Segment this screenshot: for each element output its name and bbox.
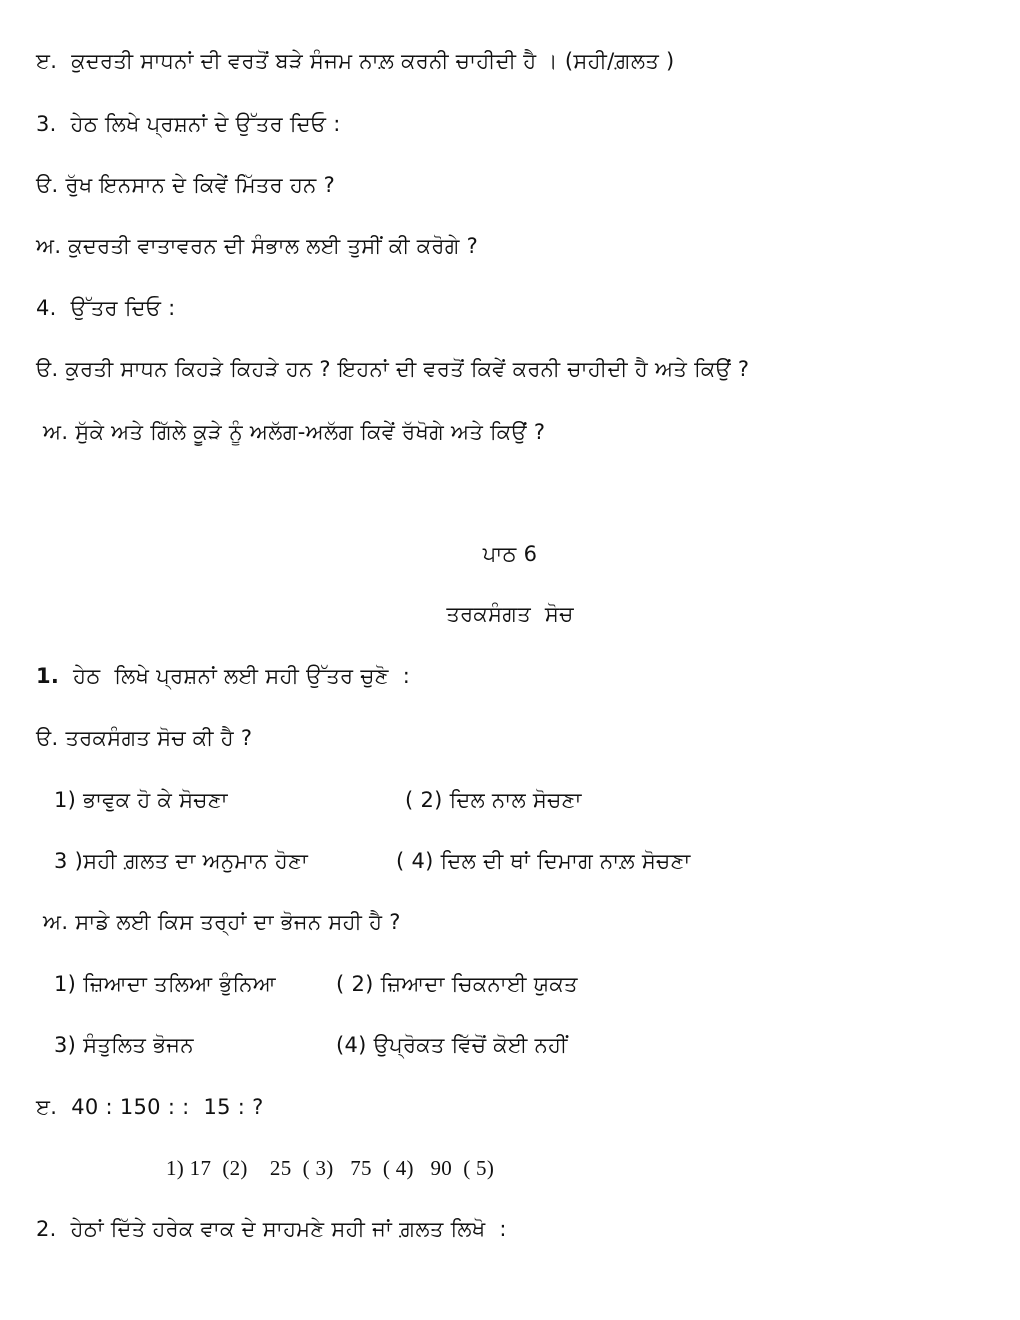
section-1-number: 1.: [36, 664, 60, 688]
question-1b-option-4: (4) ਉਪ੍ਰੋਕਤ ਵਿੱਚੋਂ ਕੋਈ ਨਹੀਂ: [336, 1033, 568, 1057]
question-4a: ੳ. ਕੁਰਤੀ ਸਾਧਨ ਕਿਹੜੇ ਕਿਹੜੇ ਹਨ ? ਇਹਨਾਂ ਦੀ ਵਰਤੋਂ ਕਿਵੇਂ ਕਰਨੀ ਚਾਹੀਦੀ ਹੈ ਅਤੇ ਕਿਉਂ ?: [36, 357, 750, 381]
question-1a: ੳ. ਤਰਕਸੰਗਤ ਸੋਚ ਕੀ ਹੈ ?: [36, 726, 253, 750]
section-1-heading: [36, 662, 410, 690]
question-1a-option-4: ( 4) ਦਿਲ ਦੀ ਥਾਂ ਦਿਮਾਗ ਨਾਲ਼ ਸੋਚਣਾ: [396, 849, 691, 873]
lesson-number: ਪਾਠ 6: [482, 542, 538, 566]
statement-e-true-false: ੲ. ਕੁਦਰਤੀ ਸਾਧਨਾਂ ਦੀ ਵਰਤੋਂ ਬੜੇ ਸੰਜਮ ਨਾਲ਼ ਕਰਨੀ ਚਾਹੀਦੀ ਹੈ । (ਸਹੀ/ਗ਼ਲਤ ): [36, 49, 675, 73]
question-3b: ਅ. ਕੁਦਰਤੀ ਵਾਤਾਵਰਨ ਦੀ ਸੰਭਾਲ ਲਈ ਤੁਸੀਂ ਕੀ ਕਰੋਗੇ ?: [36, 234, 479, 258]
question-3-heading: 3. ਹੇਠ ਲਿਖੇ ਪ੍ਰਸ਼ਨਾਂ ਦੇ ਉੱਤਰ ਦਿਓ :: [36, 112, 341, 136]
question-4-heading: 4. ਉੱਤਰ ਦਿਓ :: [36, 296, 176, 320]
lesson-title: ਤਰਕਸੰਗਤ ਸੋਚ: [446, 602, 574, 626]
question-1b-option-3: 3) ਸੰਤੁਲਿਤ ਭੋਜਨ: [54, 1033, 194, 1057]
question-4b: ਅ. ਸੁੱਕੇ ਅਤੇ ਗਿੱਲੇ ਕੂੜੇ ਨੂੰ ਅਲੱਗ-ਅਲੱਗ ਕਿਵੇਂ ਰੱਖੋਗੇ ਅਤੇ ਕਿਉਂ ?: [36, 420, 546, 444]
question-1b: ਅ. ਸਾਡੇ ਲਈ ਕਿਸ ਤਰ੍ਹਾਂ ਦਾ ਭੋਜਨ ਸਹੀ ਹੈ ?: [36, 910, 401, 934]
question-1b-option-2: ( 2) ਜ਼ਿਆਦਾ ਚਿਕਨਾਈ ਯੁਕਤ: [336, 972, 578, 996]
section-2-heading: 2. ਹੇਠਾਂ ਦਿੱਤੇ ਹਰੇਕ ਵਾਕ ਦੇ ਸਾਹਮਣੇ ਸਹੀ ਜਾਂ ਗ਼ਲਤ ਲਿਖੋ :: [36, 1217, 507, 1241]
question-1a-option-3: 3 )ਸਹੀ ਗ਼ਲਤ ਦਾ ਅਨੁਮਾਨ ਹੋਣਾ: [54, 849, 309, 873]
question-1b-option-1: 1) ਜ਼ਿਆਦਾ ਤਲਿਆ ਭੁੰਨਿਆ: [54, 972, 276, 996]
section-1-heading-text: ਹੇਠ ਲਿਖੇ ਪ੍ਰਸ਼ਨਾਂ ਲਈ ਸਹੀ ਉੱਤਰ ਚੁਣੋ :: [59, 664, 411, 688]
question-1a-option-2: ( 2) ਦਿਲ ਨਾਲ ਸੋਚਣਾ: [405, 788, 582, 812]
question-1c-options: 1) 17 (2) 25 ( 3) 75 ( 4) 90 ( 5): [166, 1156, 495, 1180]
question-1a-option-1: 1) ਭਾਵੁਕ ਹੋ ਕੇ ਸੋਚਣਾ: [54, 788, 228, 812]
question-1c-analogy: ੲ. 40 : 150 : : 15 : ?: [36, 1095, 264, 1119]
question-3a: ੳ. ਰੁੱਖ ਇਨਸਾਨ ਦੇ ਕਿਵੇਂ ਮਿੱਤਰ ਹਨ ?: [36, 173, 336, 197]
